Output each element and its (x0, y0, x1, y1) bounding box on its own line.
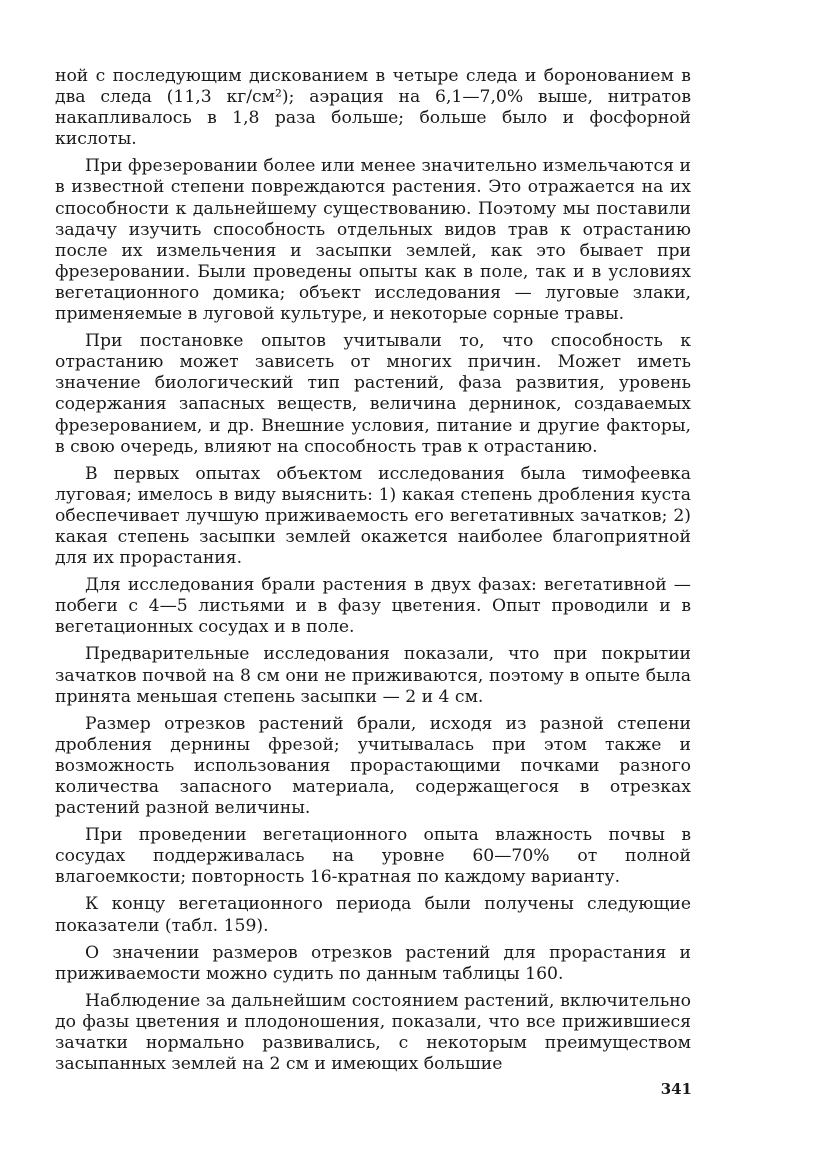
paragraph-vegetation-experiment: При проведении вегетационного опыта влажность почвы в сосудах поддерживалась на уровне 60—70% от полной влагоемкости; повторность 16-кратная по каждому варианту. (55, 825, 691, 888)
page-number: 341 (660, 1080, 692, 1098)
paragraph-table-160-ref: О значении размеров отрезков растений для прорастания и приживаемости можно судить по данным таблицы 160. (55, 942, 691, 984)
paragraph-observation: Наблюдение за дальнейшим состоянием растений, включительно до фазы цветения и плодоношения, показали, что все прижившиеся зачатки нормально развивались, с некоторым преимуществом засыпанных землей на 2 см и имеющих большие (55, 990, 691, 1075)
paragraph-table-159-ref: К концу вегетационного периода были получены следующие показатели (табл. 159). (55, 894, 691, 936)
paragraph-two-phases: Для исследования брали растения в двух фазах: вегетативной — побеги с 4—5 листьями и в фазу цветения. Опыт проводили и в вегетационных сосудах и в поле. (55, 575, 691, 638)
paragraph-experiment-setup: При постановке опытов учитывали то, что способность к отрастанию может зависеть от многих причин. Может иметь значение биологический тип растений, фаза развития, уровень содержания запасных веществ, величина дернинок, создаваемых фрезерованием, и др. Внешние условия, питание и другие факторы, в свою очередь, влияют на способность трав к отрастанию. (55, 331, 691, 457)
paragraph-first-experiments: В первых опытах объектом исследования была тимофеевка луговая; имелось в виду выяснить: 1) какая степень дробления куста обеспечивает лучшую приживаемость его вегетативных зачатков; 2) какая степень засыпки землей окажется наиболее благоприятной для их прорастания. (55, 463, 691, 569)
paragraph-segment-size: Размер отрезков растений брали, исходя из разной степени дробления дернины фрезой; учитывалась при этом также и возможность использования прорастающими почками разного количества запасного материала, содержащегося в отрезках растений разной величины. (55, 713, 691, 819)
paragraph-preliminary-studies: Предварительные исследования показали, что при покрытии зачатков почвой на 8 см они не приживаются, поэтому в опыте была принята меньшая степень засыпки — 2 и 4 см. (55, 644, 691, 707)
paragraph-continuation: ной с последующим дискованием в четыре следа и боронованием в два следа (11,3 кг/см²); аэрация на 6,1—7,0% выше, нитратов накапливалось в 1,8 раза больше; больше было и фосфорной кислоты. (55, 66, 691, 150)
paragraph-milling-damage: При фрезеровании более или менее значительно измельчаются и в известной степени повреждаются растения. Это отражается на их способности к дальнейшему существованию. Поэтому мы поставили задачу изучить способность отдельных видов трав к отрастанию после их измельчения и засыпки землей, как это бывает при фрезеровании. Были проведены опыты как в поле, так и в условиях вегетационного домика; объект исследования — луговые злаки, применяемые в луговой культуре, и некоторые сорные травы. (55, 156, 691, 325)
page-body (55, 66, 691, 1081)
